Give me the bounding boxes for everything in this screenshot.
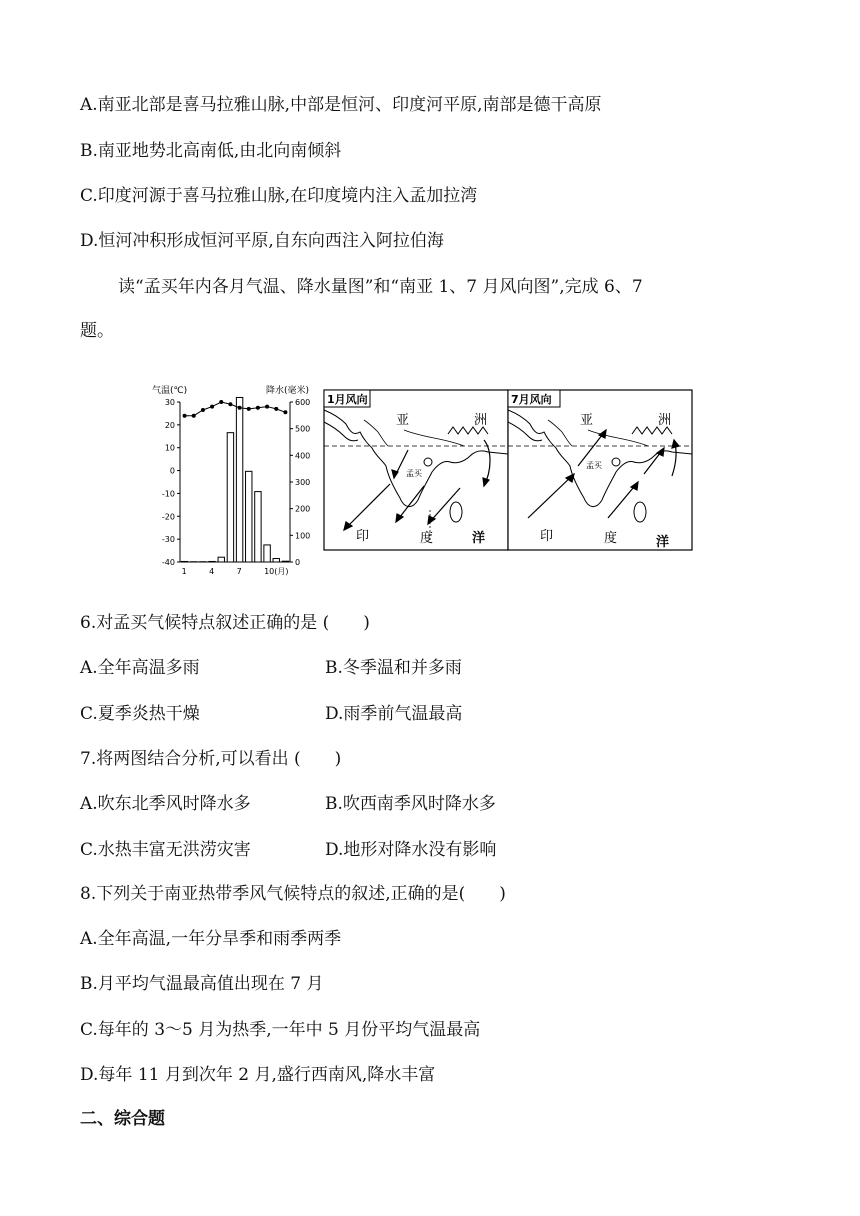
q5-option-b: B.南亚地势北高南低,由北向南倾斜 [80, 141, 342, 161]
temp-point [183, 414, 187, 418]
q5-option-a: A.南亚北部是喜马拉雅山脉,中部是恒河、印度河平原,南部是德干高原 [80, 95, 602, 115]
precip-bar [218, 557, 224, 562]
mumbai-marker [424, 458, 432, 466]
city-label: 孟买 [586, 461, 602, 470]
temp-points [183, 400, 288, 418]
q8-option-d: D.每年 11 月到次年 2 月,盛行西南风,降水丰富 [80, 1065, 436, 1085]
precip-bar [273, 559, 279, 562]
precip-bar [227, 433, 233, 562]
temp-point [247, 407, 251, 411]
temp-tick-label: 20 [164, 420, 175, 430]
precip-tick-label: 100 [295, 531, 311, 541]
q8-option-c: C.每年的 3～5 月为热季,一年中 5 月份平均气温最高 [80, 1020, 481, 1040]
precip-tick-label: 400 [295, 451, 311, 461]
temp-tick-label: 0 [169, 466, 175, 476]
q6-option-d: D.雨季前气温最高 [325, 704, 463, 724]
precip-bars [181, 397, 288, 562]
label-zhou: 洲 [474, 413, 488, 428]
label-ya: 亚 [396, 413, 410, 428]
temp-point [238, 406, 242, 410]
q7-stem: 7.将两图结合分析,可以看出 ( ) [80, 749, 342, 769]
q5-option-d: D.恒河冲积形成恒河平原,自东向西注入阿拉伯海 [80, 231, 444, 251]
q7-option-b: B.吹西南季风时降水多 [325, 794, 496, 814]
q6-option-a: A.全年高温多雨 [80, 658, 200, 678]
precip-tick-label: 600 [295, 398, 311, 407]
q8-option-b: B.月平均气温最高值出现在 7 月 [80, 974, 324, 994]
figure-svg [150, 382, 710, 582]
temp-ticks [162, 398, 180, 567]
temp-point [265, 405, 269, 409]
map-january [324, 390, 508, 550]
temp-point [210, 405, 214, 409]
temp-tick-label: -10 [161, 489, 175, 499]
temp-point [219, 400, 223, 404]
temp-tick-label: -30 [161, 535, 175, 545]
temp-tick-label: -20 [161, 512, 175, 522]
precip-bar [282, 561, 288, 562]
precip-bar [264, 545, 270, 562]
left-axis-label: 气温(℃) [152, 386, 188, 396]
map-july [508, 390, 692, 550]
precip-bar [236, 397, 242, 562]
map-title: 1月风向 [327, 393, 368, 406]
q7-option-c: C.水热丰富无洪涝灾害 [80, 840, 251, 860]
precip-ticks [290, 398, 310, 567]
q6-option-c: C.夏季炎热干燥 [80, 704, 200, 724]
label-ya: 亚 [580, 413, 594, 428]
precip-tick-label: 300 [295, 478, 311, 487]
section-2-title: 二、综合题 [80, 1109, 165, 1129]
temp-tick-label: 10 [164, 443, 175, 453]
x-tick-label: 7 [236, 567, 242, 576]
x-tick-label: 10(月) [264, 567, 289, 576]
label-yin: 印 [356, 529, 370, 544]
intro-line-2: 题。 [80, 321, 114, 341]
precip-tick-label: 0 [295, 558, 301, 567]
temp-point [201, 408, 205, 412]
precip-bar [209, 561, 215, 562]
temp-tick-label: 30 [164, 398, 175, 407]
figure [150, 382, 710, 582]
mumbai-marker [612, 458, 620, 466]
temp-line [185, 402, 286, 416]
city-label: 孟买 [406, 469, 422, 478]
temp-point [283, 410, 287, 414]
precip-bar [181, 561, 187, 562]
temp-point [192, 414, 196, 418]
map-title: 7月风向 [511, 393, 552, 406]
intro-line-1: 读“孟买年内各月气温、降水量图”和“南亚 1、7 月风向图”,完成 6、7 [118, 277, 643, 297]
label-yang: 洋 [472, 531, 486, 546]
label-zhou: 洲 [658, 413, 672, 428]
precip-bar [246, 471, 252, 562]
x-tick-label: 4 [209, 567, 215, 576]
temp-tick-label: -40 [161, 558, 175, 567]
temp-point [256, 406, 260, 410]
label-yang: 洋 [656, 535, 670, 550]
label-du: 度 [604, 531, 618, 546]
q6-option-b: B.冬季温和并多雨 [325, 658, 462, 678]
temp-point [228, 402, 232, 406]
q5-option-c: C.印度河源于喜马拉雅山脉,在印度境内注入孟加拉湾 [80, 186, 478, 206]
q8-stem: 8.下列关于南亚热带季风气候特点的叙述,正确的是( ) [80, 884, 506, 904]
q7-option-d: D.地形对降水没有影响 [325, 840, 497, 860]
precip-tick-label: 200 [295, 504, 311, 514]
climate-chart [152, 384, 310, 576]
precip-tick-label: 500 [295, 424, 311, 434]
precip-bar [255, 492, 261, 562]
x-ticks [182, 567, 289, 576]
temp-point [274, 407, 278, 411]
q8-option-a: A.全年高温,一年分旱季和雨季两季 [80, 929, 342, 949]
right-axis-label: 降水(毫米) [266, 386, 310, 396]
label-yin: 印 [540, 529, 554, 544]
q6-stem: 6.对孟买气候特点叙述正确的是 ( ) [80, 613, 370, 633]
label-du: 度 [420, 531, 434, 546]
q7-option-a: A.吹东北季风时降水多 [80, 794, 251, 814]
x-tick-label: 1 [181, 567, 187, 576]
